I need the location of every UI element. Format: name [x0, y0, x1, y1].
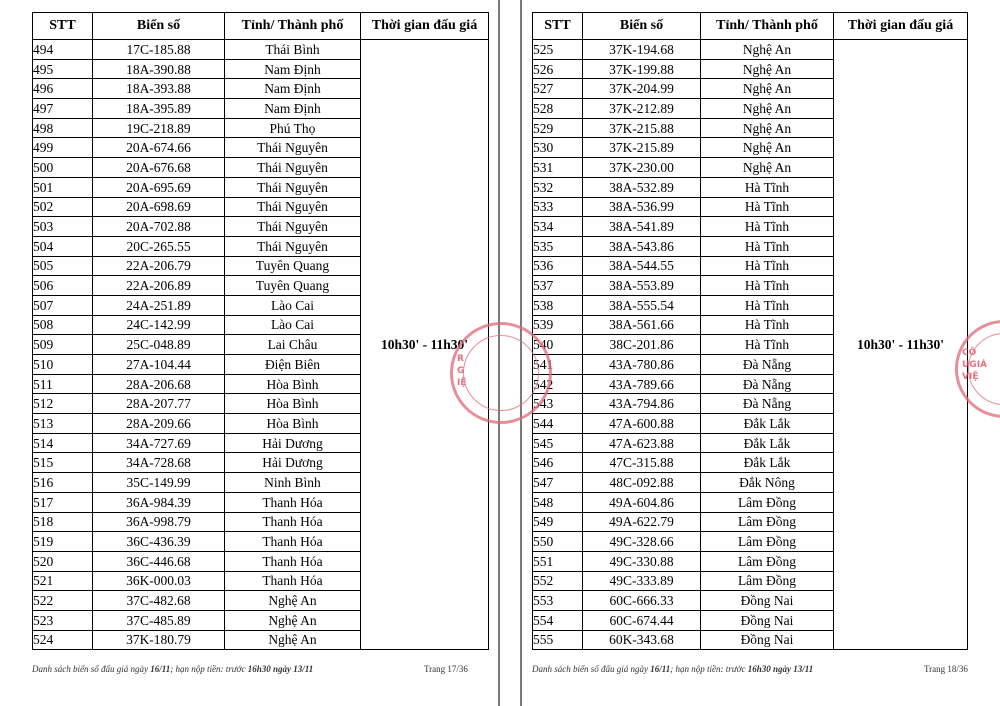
- plate-number-cell: 49A-604.86: [583, 492, 701, 512]
- header-stt: STT: [533, 13, 583, 40]
- stt-cell: 553: [533, 591, 583, 611]
- plate-table-page-17: [32, 12, 489, 650]
- province-cell: Hòa Bình: [225, 394, 361, 414]
- province-cell: Hà Tĩnh: [701, 295, 834, 315]
- stt-cell: 545: [533, 433, 583, 453]
- plate-number-cell: 24C-142.99: [93, 315, 225, 335]
- page-footer: [532, 664, 813, 674]
- stt-cell: 544: [533, 414, 583, 434]
- stt-cell: 501: [33, 177, 93, 197]
- province-cell: Đồng Nai: [701, 610, 834, 630]
- province-cell: Nam Định: [225, 79, 361, 99]
- plate-table-page-18: [532, 12, 968, 650]
- province-cell: Thái Nguyên: [225, 138, 361, 158]
- stt-cell: 499: [33, 138, 93, 158]
- stt-cell: 547: [533, 473, 583, 493]
- stt-cell: 532: [533, 177, 583, 197]
- plate-number-cell: 35C-149.99: [93, 473, 225, 493]
- province-cell: Điện Biên: [225, 355, 361, 375]
- province-cell: Đắk Nông: [701, 473, 834, 493]
- page-number: Trang 17/36: [424, 664, 468, 674]
- plate-number-cell: 49C-328.66: [583, 532, 701, 552]
- province-cell: Lào Cai: [225, 315, 361, 335]
- plate-number-cell: 37K-194.68: [583, 40, 701, 60]
- plate-number-cell: 60K-343.68: [583, 630, 701, 650]
- stt-cell: 507: [33, 295, 93, 315]
- province-cell: Ninh Bình: [225, 473, 361, 493]
- stt-cell: 515: [33, 453, 93, 473]
- plate-number-cell: 49C-330.88: [583, 551, 701, 571]
- plate-number-cell: 37K-212.89: [583, 99, 701, 119]
- stt-cell: 496: [33, 79, 93, 99]
- province-cell: Thanh Hóa: [225, 532, 361, 552]
- province-cell: Đà Nẵng: [701, 355, 834, 375]
- stt-cell: 508: [33, 315, 93, 335]
- stamp-fragment-text: CÔ UGIÁ VIỆ: [962, 348, 988, 382]
- stt-cell: 533: [533, 197, 583, 217]
- plate-number-cell: 25C-048.89: [93, 335, 225, 355]
- province-cell: Hòa Bình: [225, 414, 361, 434]
- plate-number-cell: 49C-333.89: [583, 571, 701, 591]
- stt-cell: 524: [33, 630, 93, 650]
- province-cell: Lâm Đồng: [701, 512, 834, 532]
- plate-number-cell: 20C-265.55: [93, 236, 225, 256]
- stt-cell: 511: [33, 374, 93, 394]
- plate-number-cell: 37K-230.00: [583, 158, 701, 178]
- province-cell: Thái Nguyên: [225, 158, 361, 178]
- stt-cell: 550: [533, 532, 583, 552]
- stt-cell: 526: [533, 59, 583, 79]
- stt-cell: 503: [33, 217, 93, 237]
- table-row: [33, 40, 489, 60]
- page-footer: [32, 664, 313, 674]
- plate-number-cell: 17C-185.88: [93, 40, 225, 60]
- page-number: Trang 18/36: [924, 664, 968, 674]
- stt-cell: 512: [33, 394, 93, 414]
- province-cell: Lào Cai: [225, 295, 361, 315]
- footer-deadline: 16h30 ngày 13/11: [747, 664, 814, 674]
- province-cell: Nghệ An: [701, 40, 834, 60]
- province-cell: Hà Tĩnh: [701, 335, 834, 355]
- plate-number-cell: 49A-622.79: [583, 512, 701, 532]
- stt-cell: 523: [33, 610, 93, 630]
- province-cell: Lâm Đồng: [701, 571, 834, 591]
- province-cell: Hà Tĩnh: [701, 217, 834, 237]
- plate-number-cell: 48C-092.88: [583, 473, 701, 493]
- stt-cell: 541: [533, 355, 583, 375]
- plate-number-cell: 38A-555.54: [583, 295, 701, 315]
- province-cell: Thanh Hóa: [225, 512, 361, 532]
- stt-cell: 500: [33, 158, 93, 178]
- province-cell: Nghệ An: [701, 118, 834, 138]
- table-header-row: [33, 13, 489, 40]
- plate-number-cell: 38A-532.89: [583, 177, 701, 197]
- stt-cell: 520: [33, 551, 93, 571]
- header-stt: STT: [33, 13, 93, 40]
- plate-number-cell: 19C-218.89: [93, 118, 225, 138]
- province-cell: Thái Nguyên: [225, 177, 361, 197]
- header-time: Thời gian đấu giá: [361, 13, 489, 40]
- stt-cell: 517: [33, 492, 93, 512]
- province-cell: Hà Tĩnh: [701, 177, 834, 197]
- plate-number-cell: 38A-544.55: [583, 256, 701, 276]
- plate-number-cell: 60C-666.33: [583, 591, 701, 611]
- plate-number-cell: 36A-998.79: [93, 512, 225, 532]
- stt-cell: 506: [33, 276, 93, 296]
- red-seal-stamp: [450, 322, 552, 424]
- table-row: [533, 40, 968, 60]
- province-cell: Lâm Đồng: [701, 532, 834, 552]
- plate-number-cell: 20A-702.88: [93, 217, 225, 237]
- stt-cell: 528: [533, 99, 583, 119]
- province-cell: Nghệ An: [701, 138, 834, 158]
- province-cell: Hà Tĩnh: [701, 276, 834, 296]
- footer-prefix: Danh sách biển số đấu giá ngày: [532, 664, 651, 674]
- province-cell: Thanh Hóa: [225, 492, 361, 512]
- province-cell: Thanh Hóa: [225, 551, 361, 571]
- plate-number-cell: 60C-674.44: [583, 610, 701, 630]
- stt-cell: 494: [33, 40, 93, 60]
- stt-cell: 504: [33, 236, 93, 256]
- province-cell: Thái Nguyên: [225, 217, 361, 237]
- header-province: Tỉnh/ Thành phố: [701, 13, 834, 40]
- stt-cell: 525: [533, 40, 583, 60]
- province-cell: Nghệ An: [225, 591, 361, 611]
- plate-number-cell: 18A-395.89: [93, 99, 225, 119]
- plate-number-cell: 37K-180.79: [93, 630, 225, 650]
- plate-number-cell: 47A-623.88: [583, 433, 701, 453]
- stt-cell: 542: [533, 374, 583, 394]
- plate-number-cell: 38A-536.99: [583, 197, 701, 217]
- footer-deadline: 16h30 ngày 13/11: [247, 664, 314, 674]
- stt-cell: 551: [533, 551, 583, 571]
- province-cell: Lâm Đồng: [701, 551, 834, 571]
- table-body: [33, 40, 489, 650]
- province-cell: Hải Dương: [225, 433, 361, 453]
- plate-number-cell: 18A-390.88: [93, 59, 225, 79]
- plate-number-cell: 43A-789.66: [583, 374, 701, 394]
- stt-cell: 498: [33, 118, 93, 138]
- stt-cell: 521: [33, 571, 93, 591]
- stamp-fragment-text: R G IỆ: [457, 354, 467, 388]
- province-cell: Hòa Bình: [225, 374, 361, 394]
- province-cell: Hà Tĩnh: [701, 236, 834, 256]
- stt-cell: 502: [33, 197, 93, 217]
- header-province: Tỉnh/ Thành phố: [225, 13, 361, 40]
- plate-number-cell: 38A-541.89: [583, 217, 701, 237]
- province-cell: Nghệ An: [701, 99, 834, 119]
- province-cell: Đồng Nai: [701, 591, 834, 611]
- auction-time-cell: 10h30' - 11h30': [834, 40, 968, 650]
- plate-number-cell: 20A-695.69: [93, 177, 225, 197]
- plate-number-cell: 28A-209.66: [93, 414, 225, 434]
- stt-cell: 554: [533, 610, 583, 630]
- plate-number-cell: 36K-000.03: [93, 571, 225, 591]
- stt-cell: 549: [533, 512, 583, 532]
- plate-number-cell: 28A-207.77: [93, 394, 225, 414]
- stt-cell: 546: [533, 453, 583, 473]
- plate-number-cell: 34A-728.68: [93, 453, 225, 473]
- plate-number-cell: 37K-215.89: [583, 138, 701, 158]
- province-cell: Nam Định: [225, 99, 361, 119]
- province-cell: Thái Bình: [225, 40, 361, 60]
- stt-cell: 543: [533, 394, 583, 414]
- stt-cell: 536: [533, 256, 583, 276]
- province-cell: Đắk Lắk: [701, 453, 834, 473]
- province-cell: Phú Thọ: [225, 118, 361, 138]
- province-cell: Nghệ An: [701, 158, 834, 178]
- plate-number-cell: 34A-727.69: [93, 433, 225, 453]
- plate-number-cell: 20A-676.68: [93, 158, 225, 178]
- footer-middle: ; hạn nộp tiền: trước: [170, 664, 248, 674]
- plate-number-cell: 28A-206.68: [93, 374, 225, 394]
- province-cell: Thanh Hóa: [225, 571, 361, 591]
- stt-cell: 538: [533, 295, 583, 315]
- province-cell: Đà Nẵng: [701, 394, 834, 414]
- province-cell: Đà Nẵng: [701, 374, 834, 394]
- plate-number-cell: 47A-600.88: [583, 414, 701, 434]
- province-cell: Đắk Lắk: [701, 433, 834, 453]
- stt-cell: 535: [533, 236, 583, 256]
- stt-cell: 527: [533, 79, 583, 99]
- stt-cell: 505: [33, 256, 93, 276]
- plate-number-cell: 37C-485.89: [93, 610, 225, 630]
- footer-middle: ; hạn nộp tiền: trước: [670, 664, 748, 674]
- stt-cell: 537: [533, 276, 583, 296]
- header-time: Thời gian đấu giá: [834, 13, 968, 40]
- province-cell: Lai Châu: [225, 335, 361, 355]
- document-page-18: [520, 0, 1000, 706]
- stt-cell: 529: [533, 118, 583, 138]
- stt-cell: 518: [33, 512, 93, 532]
- plate-number-cell: 37K-199.88: [583, 59, 701, 79]
- province-cell: Hà Tĩnh: [701, 315, 834, 335]
- stt-cell: 495: [33, 59, 93, 79]
- stt-cell: 555: [533, 630, 583, 650]
- province-cell: Tuyên Quang: [225, 276, 361, 296]
- table-body: [533, 40, 968, 650]
- province-cell: Nghệ An: [701, 59, 834, 79]
- plate-number-cell: 36A-984.39: [93, 492, 225, 512]
- stt-cell: 530: [533, 138, 583, 158]
- province-cell: Thái Nguyên: [225, 197, 361, 217]
- footer-prefix: Danh sách biển số đấu giá ngày: [32, 664, 151, 674]
- province-cell: Hà Tĩnh: [701, 197, 834, 217]
- stt-cell: 509: [33, 335, 93, 355]
- stt-cell: 552: [533, 571, 583, 591]
- stt-cell: 497: [33, 99, 93, 119]
- plate-number-cell: 37K-204.99: [583, 79, 701, 99]
- plate-number-cell: 38A-543.86: [583, 236, 701, 256]
- header-plate: Biển số: [583, 13, 701, 40]
- plate-number-cell: 36C-446.68: [93, 551, 225, 571]
- plate-number-cell: 36C-436.39: [93, 532, 225, 552]
- plate-number-cell: 20A-674.66: [93, 138, 225, 158]
- stt-cell: 534: [533, 217, 583, 237]
- plate-number-cell: 24A-251.89: [93, 295, 225, 315]
- stt-cell: 540: [533, 335, 583, 355]
- plate-number-cell: 18A-393.88: [93, 79, 225, 99]
- footer-auction-date: 16/11: [650, 664, 671, 674]
- stt-cell: 514: [33, 433, 93, 453]
- plate-number-cell: 22A-206.79: [93, 256, 225, 276]
- province-cell: Hà Tĩnh: [701, 256, 834, 276]
- auction-time-cell: 10h30' - 11h30': [361, 40, 489, 650]
- stt-cell: 513: [33, 414, 93, 434]
- plate-number-cell: 43A-794.86: [583, 394, 701, 414]
- stt-cell: 531: [533, 158, 583, 178]
- plate-number-cell: 47C-315.88: [583, 453, 701, 473]
- plate-number-cell: 38C-201.86: [583, 335, 701, 355]
- plate-number-cell: 38A-561.66: [583, 315, 701, 335]
- province-cell: Nghệ An: [701, 79, 834, 99]
- province-cell: Tuyên Quang: [225, 256, 361, 276]
- plate-number-cell: 27A-104.44: [93, 355, 225, 375]
- plate-number-cell: 22A-206.89: [93, 276, 225, 296]
- province-cell: Đồng Nai: [701, 630, 834, 650]
- footer-auction-date: 16/11: [150, 664, 171, 674]
- header-plate: Biển số: [93, 13, 225, 40]
- plate-number-cell: 20A-698.69: [93, 197, 225, 217]
- stt-cell: 548: [533, 492, 583, 512]
- plate-number-cell: 43A-780.86: [583, 355, 701, 375]
- province-cell: Lâm Đồng: [701, 492, 834, 512]
- province-cell: Hải Dương: [225, 453, 361, 473]
- plate-number-cell: 37C-482.68: [93, 591, 225, 611]
- table-header-row: [533, 13, 968, 40]
- plate-number-cell: 38A-553.89: [583, 276, 701, 296]
- province-cell: Đắk Lắk: [701, 414, 834, 434]
- province-cell: Nam Định: [225, 59, 361, 79]
- stt-cell: 539: [533, 315, 583, 335]
- province-cell: Nghệ An: [225, 630, 361, 650]
- plate-number-cell: 37K-215.88: [583, 118, 701, 138]
- stt-cell: 522: [33, 591, 93, 611]
- stt-cell: 519: [33, 532, 93, 552]
- stt-cell: 516: [33, 473, 93, 493]
- stt-cell: 510: [33, 355, 93, 375]
- province-cell: Thái Nguyên: [225, 236, 361, 256]
- province-cell: Nghệ An: [225, 610, 361, 630]
